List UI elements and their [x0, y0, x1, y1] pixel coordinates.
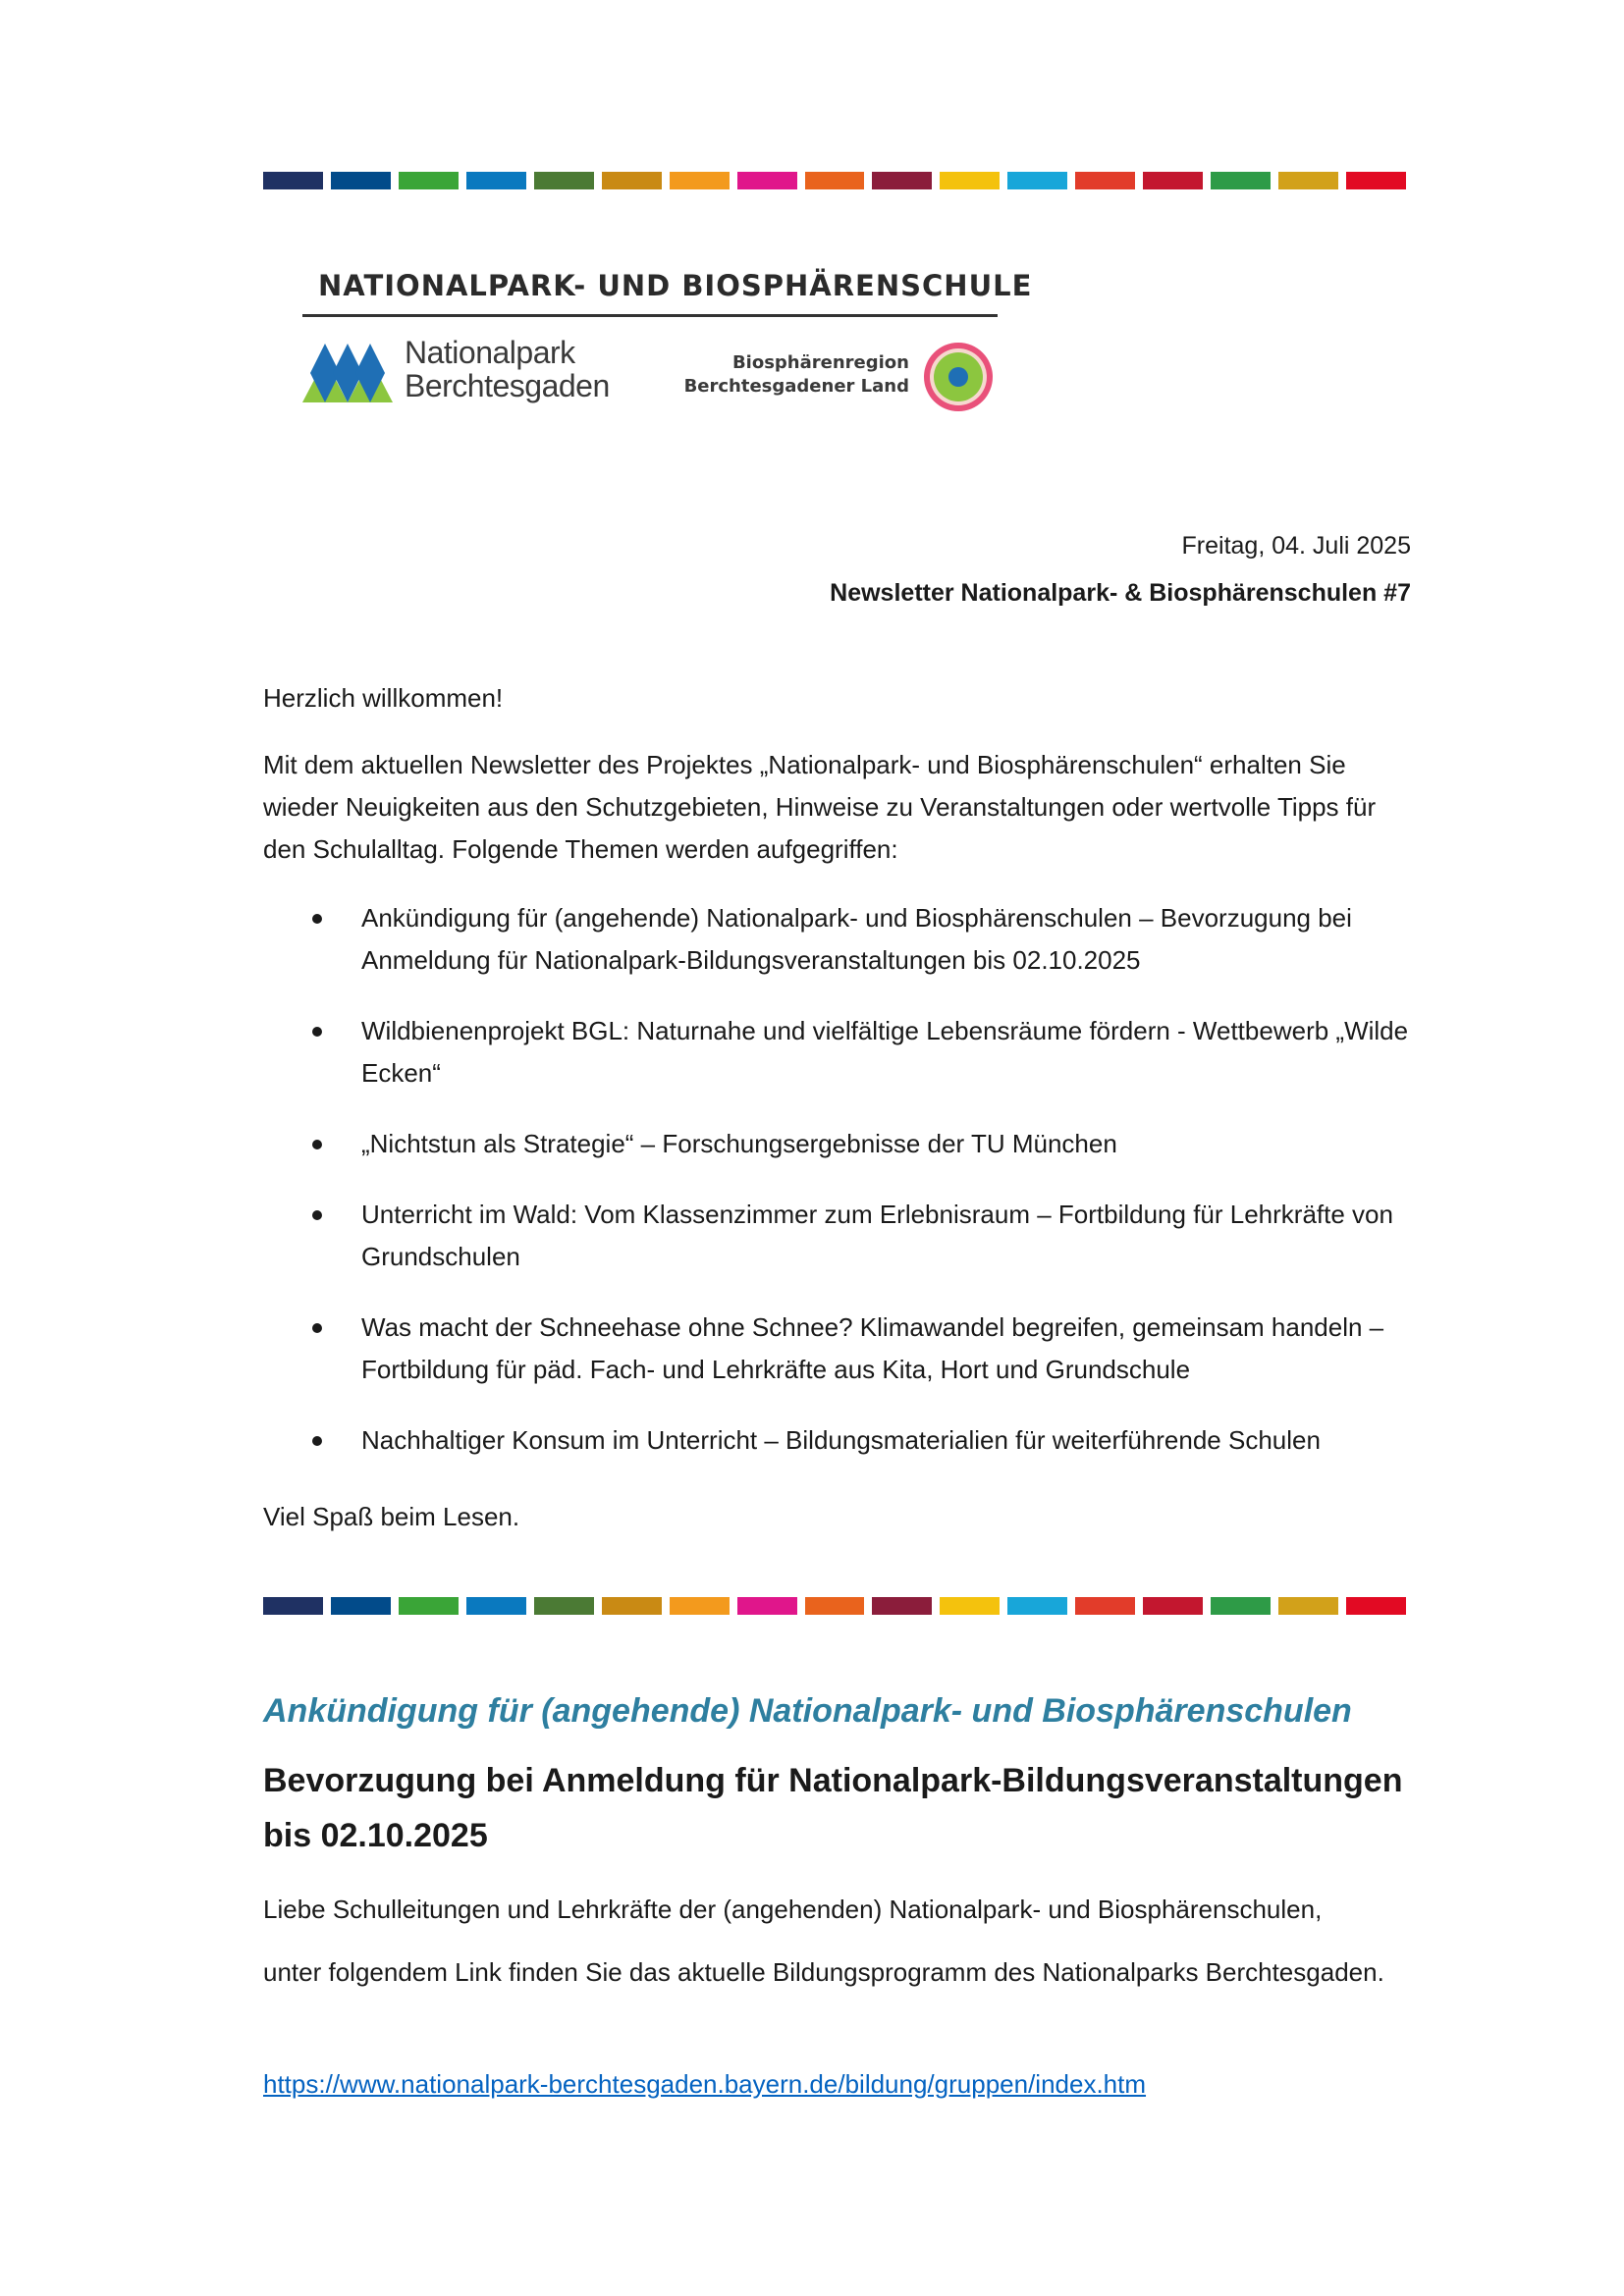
topics-list [263, 897, 1422, 1490]
topic-text: Was macht der Schneehase ohne Schnee? Klimawandel begreifen, gemeinsam handeln – Fortbildung für päd. Fach- und Lehrkräfte aus Kita, Hort und Grundschule [361, 1312, 1384, 1384]
color-segment [466, 172, 526, 189]
bullet-icon [312, 1323, 322, 1333]
np-name-line2: Berchtesgaden [405, 368, 610, 403]
list-item [263, 1194, 1422, 1278]
intro-paragraph: Mit dem aktuellen Newsletter des Projektes „Nationalpark- und Biosphärenschulen“ erhalten Sie wieder Neuigkeiten aus den Schutzgebieten, Hinweise zu Veranstaltungen oder wertvolle Tipps für den Schulalltag. Folgende Themen werden aufgegriffen: [263, 750, 1377, 864]
color-segment [737, 1597, 797, 1615]
list-item [263, 1307, 1422, 1391]
list-item [263, 1123, 1422, 1165]
color-segment [1346, 1597, 1406, 1615]
topic-text: Unterricht im Wald: Vom Klassenzimmer zum Erlebnisraum – Fortbildung für Lehrkräfte von Grundschulen [361, 1200, 1393, 1271]
color-segment [331, 172, 391, 189]
topic-text: Nachhaltiger Konsum im Unterricht – Bildungsmaterialien für weiterführende Schulen [361, 1425, 1321, 1455]
color-segment [872, 1597, 932, 1615]
color-segment [670, 172, 730, 189]
color-segment [1278, 1597, 1338, 1615]
color-segment [602, 172, 662, 189]
list-item [263, 1419, 1422, 1462]
np-name-line1: Nationalpark [405, 335, 575, 370]
color-segment [263, 1597, 323, 1615]
biosphere-name [668, 351, 909, 399]
sdg-color-bar-middle [263, 1597, 1406, 1615]
color-segment [331, 1597, 391, 1615]
color-segment [1143, 172, 1203, 189]
color-segment [1007, 1597, 1067, 1615]
color-segment [399, 1597, 459, 1615]
header-logo-block [302, 263, 1033, 420]
school-label: NATIONALPARK- UND BIOSPHÄRENSCHULE [318, 269, 1033, 302]
bullet-icon [312, 1210, 322, 1220]
section-title: Bevorzugung bei Anmeldung für Nationalpark-Bildungsveranstaltungen bis 02.10.2025 [263, 1762, 1403, 1854]
bullet-icon [312, 914, 322, 924]
list-item [263, 1010, 1422, 1095]
section-paragraph: unter folgendem Link finden Sie das aktuelle Bildungsprogramm des Nationalparks Berchtesgaden. [263, 1957, 1384, 1987]
color-segment [1211, 1597, 1271, 1615]
color-segment [1143, 1597, 1203, 1615]
newsletter-date: Freitag, 04. Juli 2025 [1181, 532, 1411, 560]
color-segment [399, 172, 459, 189]
closing-line: Viel Spaß beim Lesen. [263, 1502, 520, 1531]
biosphere-circle-logo-icon [921, 340, 996, 414]
sdg-color-bar-top [263, 172, 1406, 189]
color-segment [602, 1597, 662, 1615]
color-segment [534, 172, 594, 189]
newsletter-title: Newsletter Nationalpark- & Biosphärenschulen #7 [830, 579, 1411, 607]
logo-divider [302, 314, 998, 317]
list-item [263, 897, 1422, 982]
bullet-icon [312, 1027, 322, 1037]
topic-text: Wildbienenprojekt BGL: Naturnahe und vielfältige Lebensräume fördern - Wettbewerb „Wilde Ecken“ [361, 1016, 1409, 1088]
color-segment [263, 172, 323, 189]
bildungsprogramm-link[interactable]: https://www.nationalpark-berchtesgaden.bayern.de/bildung/gruppen/index.htm [263, 2069, 1147, 2099]
topic-text: Ankündigung für (angehende) Nationalpark- und Biosphärenschulen – Bevorzugung bei Anmeldung für Nationalpark-Bildungsveranstaltungen bis 02.10.2025 [361, 903, 1352, 975]
color-segment [1075, 1597, 1135, 1615]
color-segment [1007, 172, 1067, 189]
bullet-icon [312, 1140, 322, 1149]
br-name-line1: Biosphärenregion [731, 352, 909, 373]
color-segment [940, 1597, 1000, 1615]
color-segment [737, 172, 797, 189]
greeting: Herzlich willkommen! [263, 683, 504, 713]
color-segment [872, 172, 932, 189]
color-segment [1278, 172, 1338, 189]
color-segment [466, 1597, 526, 1615]
nationalpark-name [405, 336, 610, 402]
color-segment [805, 1597, 865, 1615]
color-segment [805, 172, 865, 189]
color-segment [1346, 172, 1406, 189]
topic-text: „Nichtstun als Strategie“ – Forschungsergebnisse der TU München [361, 1129, 1117, 1158]
color-segment [534, 1597, 594, 1615]
br-name-line2: Berchtesgadener Land [683, 376, 909, 397]
section-salutation: Liebe Schulleitungen und Lehrkräfte der (angehenden) Nationalpark- und Biosphärenschulen, [263, 1895, 1323, 1924]
nationalpark-mountain-logo-icon [302, 342, 393, 402]
section-kicker: Ankündigung für (angehende) Nationalpark- und Biosphärenschulen [263, 1692, 1352, 1730]
color-segment [940, 172, 1000, 189]
color-segment [670, 1597, 730, 1615]
color-segment [1075, 172, 1135, 189]
color-segment [1211, 172, 1271, 189]
bullet-icon [312, 1436, 322, 1446]
